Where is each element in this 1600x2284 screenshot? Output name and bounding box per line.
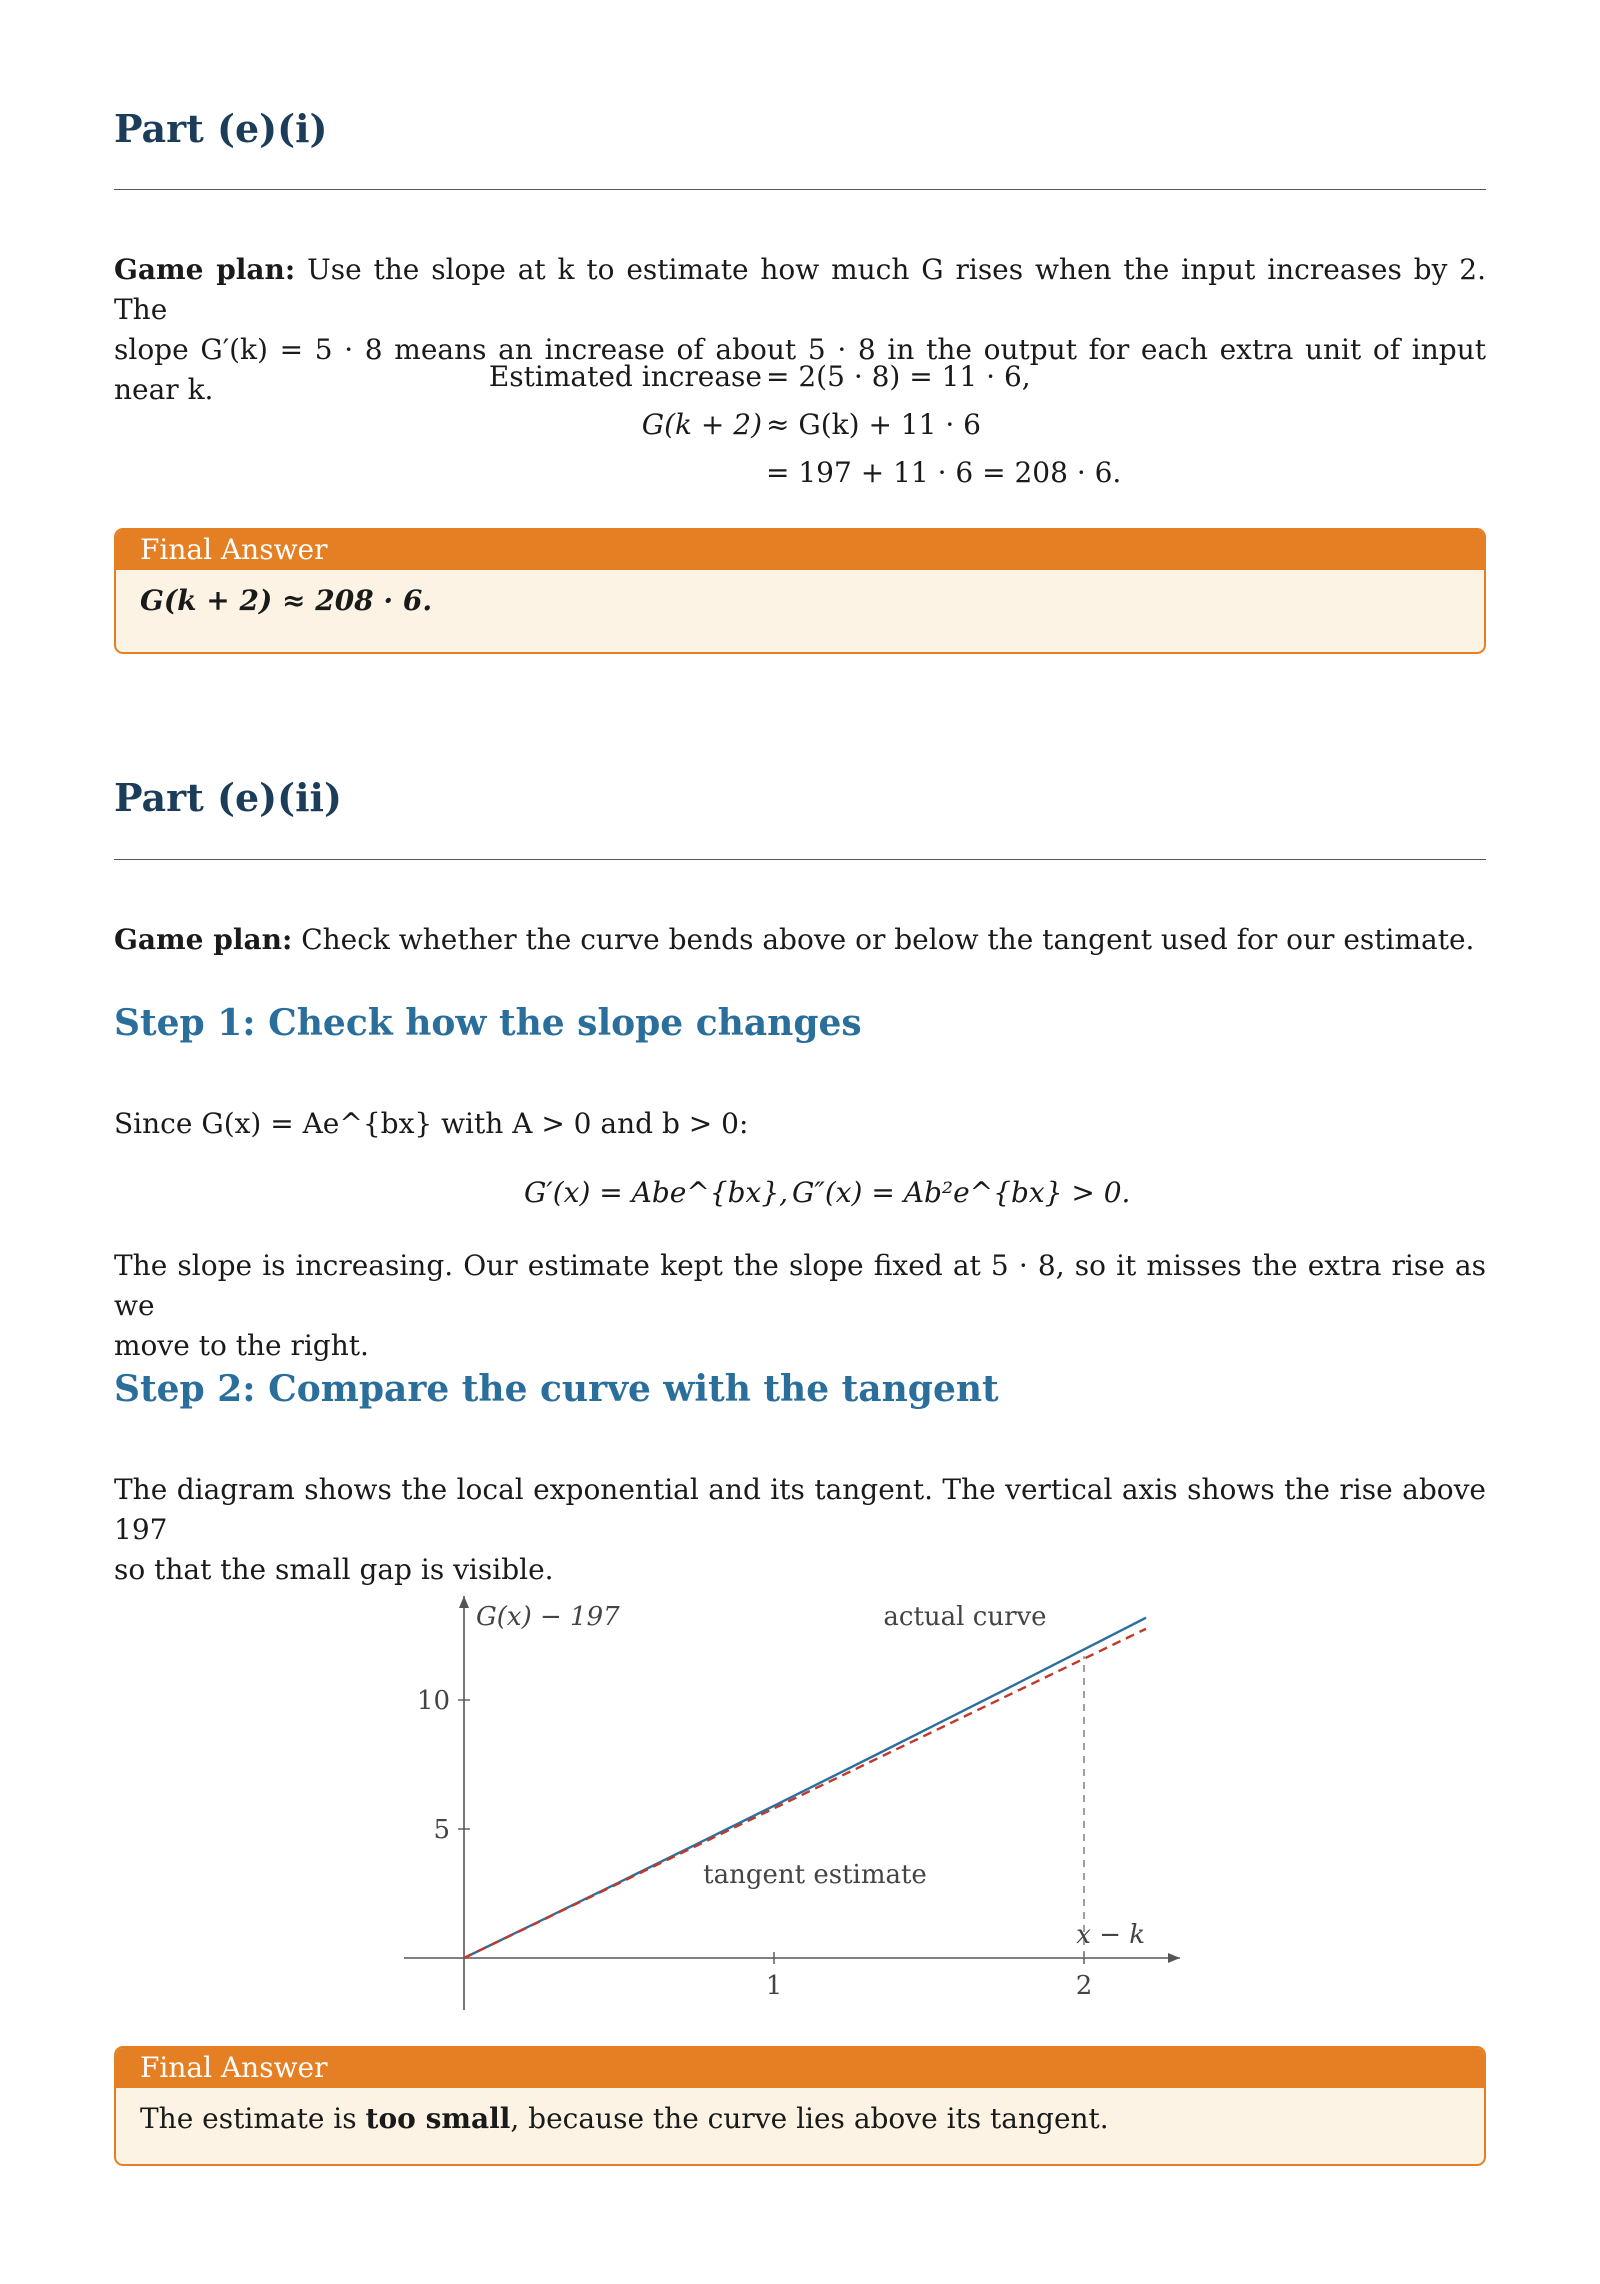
step2-title: Step 2: Compare the curve with the tangent xyxy=(114,1368,999,1410)
part-ii-game-plan xyxy=(114,920,1486,960)
game-plan-label: Game plan: xyxy=(114,253,296,286)
y-tick-label: 10 xyxy=(416,1686,450,1716)
final-answer-box-ii xyxy=(114,2046,1486,2166)
step1-line2: move to the right. xyxy=(114,1329,369,1362)
answer-bold: too small xyxy=(365,2102,511,2135)
step1-eq-gdoubleprime: G″(x) = Ab²e^{bx} > 0. xyxy=(792,1176,1131,1209)
final-answer-text xyxy=(116,2088,1484,2135)
tangent-estimate-label: tangent estimate xyxy=(703,1860,927,1890)
part-i-rule xyxy=(114,189,1486,190)
tangent-comparison-chart xyxy=(380,1580,1220,2020)
game-plan-text-line2: slope G′(k) = 5 · 8 means an increase of about 5 · 8 in the output for each extra unit of input near k. xyxy=(114,333,1486,406)
step2-explanation xyxy=(114,1470,1486,1590)
step1-eq-gprime: G′(x) = Abe^{bx}, xyxy=(524,1176,789,1209)
eq1-rhs: = 2(5 · 8) = 11 · 6, xyxy=(766,360,1031,393)
step2-line2: so that the small gap is visible. xyxy=(114,1553,554,1586)
game-plan-text-line1: Use the slope at k to estimate how much G rises when the input increases by 2. The xyxy=(114,253,1486,326)
actual-curve-label: actual curve xyxy=(883,1602,1047,1632)
x-tick-label: 1 xyxy=(765,1971,783,2001)
part-ii-rule xyxy=(114,859,1486,860)
step1-explanation xyxy=(114,1246,1486,1366)
answer-post: , because the curve lies above its tangent. xyxy=(510,2102,1109,2135)
step1-title: Step 1: Check how the slope changes xyxy=(114,1002,862,1044)
eq3-rhs: = 197 + 11 · 6 = 208 · 6. xyxy=(766,456,1122,489)
x-tick-label: 2 xyxy=(1075,1971,1093,2001)
game-plan-text: Check whether the curve bends above or below the tangent used for our estimate. xyxy=(292,923,1475,956)
actual-curve-line xyxy=(464,1618,1146,1958)
y-axis-arrow xyxy=(459,1596,469,1608)
final-answer-header: Final Answer xyxy=(116,2048,1484,2088)
step1-line1: The slope is increasing. Our estimate kept the slope fixed at 5 · 8, so it misses the extra rise as we xyxy=(114,1249,1486,1322)
eq2-lhs: G(k + 2) xyxy=(641,408,762,441)
step2-line1: The diagram shows the local exponential and its tangent. The vertical axis shows the rise above 197 xyxy=(114,1473,1486,1546)
final-answer-header: Final Answer xyxy=(116,530,1484,570)
y-axis-label: G(x) − 197 xyxy=(476,1602,620,1632)
eq1-lhs: Estimated increase xyxy=(488,360,762,393)
part-i-title: Part (e)(i) xyxy=(114,106,328,151)
step1-intro: Since G(x) = Ae^{bx} with A > 0 and b > 0: xyxy=(114,1107,749,1140)
final-answer-text: G(k + 2) ≈ 208 · 6. xyxy=(140,584,433,617)
x-axis-label: x − k xyxy=(1076,1920,1145,1950)
game-plan-label: Game plan: xyxy=(114,923,293,956)
x-axis-arrow xyxy=(1168,1953,1180,1963)
part-ii-title: Part (e)(ii) xyxy=(114,775,342,820)
answer-pre: The estimate is xyxy=(140,2102,366,2135)
tangent-line xyxy=(464,1629,1146,1958)
y-tick-label: 5 xyxy=(433,1815,450,1845)
eq2-rhs: ≈ G(k) + 11 · 6 xyxy=(766,408,981,441)
final-answer-box-i xyxy=(114,528,1486,654)
